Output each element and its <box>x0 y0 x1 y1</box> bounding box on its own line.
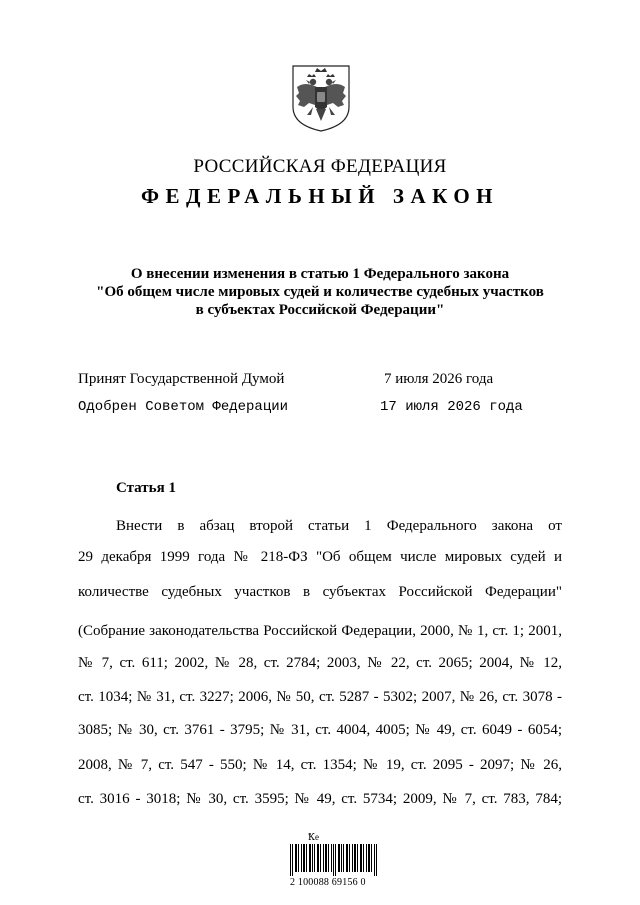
barcode-mark: Ꝁe <box>308 832 319 842</box>
article-text-line: количестве судебных участков в субъектах Российской Федерации" <box>78 584 562 600</box>
barcode <box>290 832 380 892</box>
article-text-line: ст. 3016 - 3018; № 30, ст. 3595; № 49, ст. 5734; 2009, № 7, ст. 783, 784; <box>78 791 562 807</box>
barcode-bars-icon <box>290 844 378 876</box>
article-heading: Статья 1 <box>116 480 176 496</box>
law-title <box>0 265 640 319</box>
adopted-date: 7 июля 2026 года <box>384 371 494 387</box>
approved-by-council-label: Одобрен Советом Федерации <box>78 399 289 415</box>
law-title-line: "Об общем числе мировых судей и количестве судебных участков <box>96 284 544 300</box>
law-title-line: в субъектах Российской Федерации" <box>195 302 445 318</box>
country-heading: РОССИЙСКАЯ ФЕДЕРАЦИЯ <box>193 156 447 177</box>
law-title-line: О внесении изменения в статью 1 Федерального закона <box>130 266 510 282</box>
article-text-line: ст. 1034; № 31, ст. 3227; 2006, № 50, ст. 5287 - 5302; 2007, № 26, ст. 3078 - <box>78 689 562 705</box>
article-text-line: 3085; № 30, ст. 3761 - 3795; № 31, ст. 4004, 4005; № 49, ст. 6049 - 6054; <box>78 722 562 738</box>
barcode-number: 2 100088 69156 0 <box>290 877 366 888</box>
coat-of-arms-emblem-icon <box>289 63 353 133</box>
approved-date: 17 июля 2026 года <box>380 399 523 415</box>
article-text-line: Внести в абзац второй статьи 1 Федерального закона от <box>116 518 562 534</box>
adopted-by-duma-label: Принят Государственной Думой <box>78 371 285 387</box>
article-text-line: № 7, ст. 611; 2002, № 28, ст. 2784; 2003, № 22, ст. 2065; 2004, № 12, <box>78 655 562 671</box>
document-type-heading: ФЕДЕРАЛЬНЫЙ ЗАКОН <box>141 184 499 208</box>
article-text-line: (Собрание законодательства Российской Федерации, 2000, № 1, ст. 1; 2001, <box>78 623 562 639</box>
article-text-line: 29 декабря 1999 года № 218-ФЗ "Об общем числе мировых судей и <box>78 549 562 565</box>
article-text-line: 2008, № 7, ст. 547 - 550; № 14, ст. 1354; № 19, ст. 2095 - 2097; № 26, <box>78 757 562 773</box>
